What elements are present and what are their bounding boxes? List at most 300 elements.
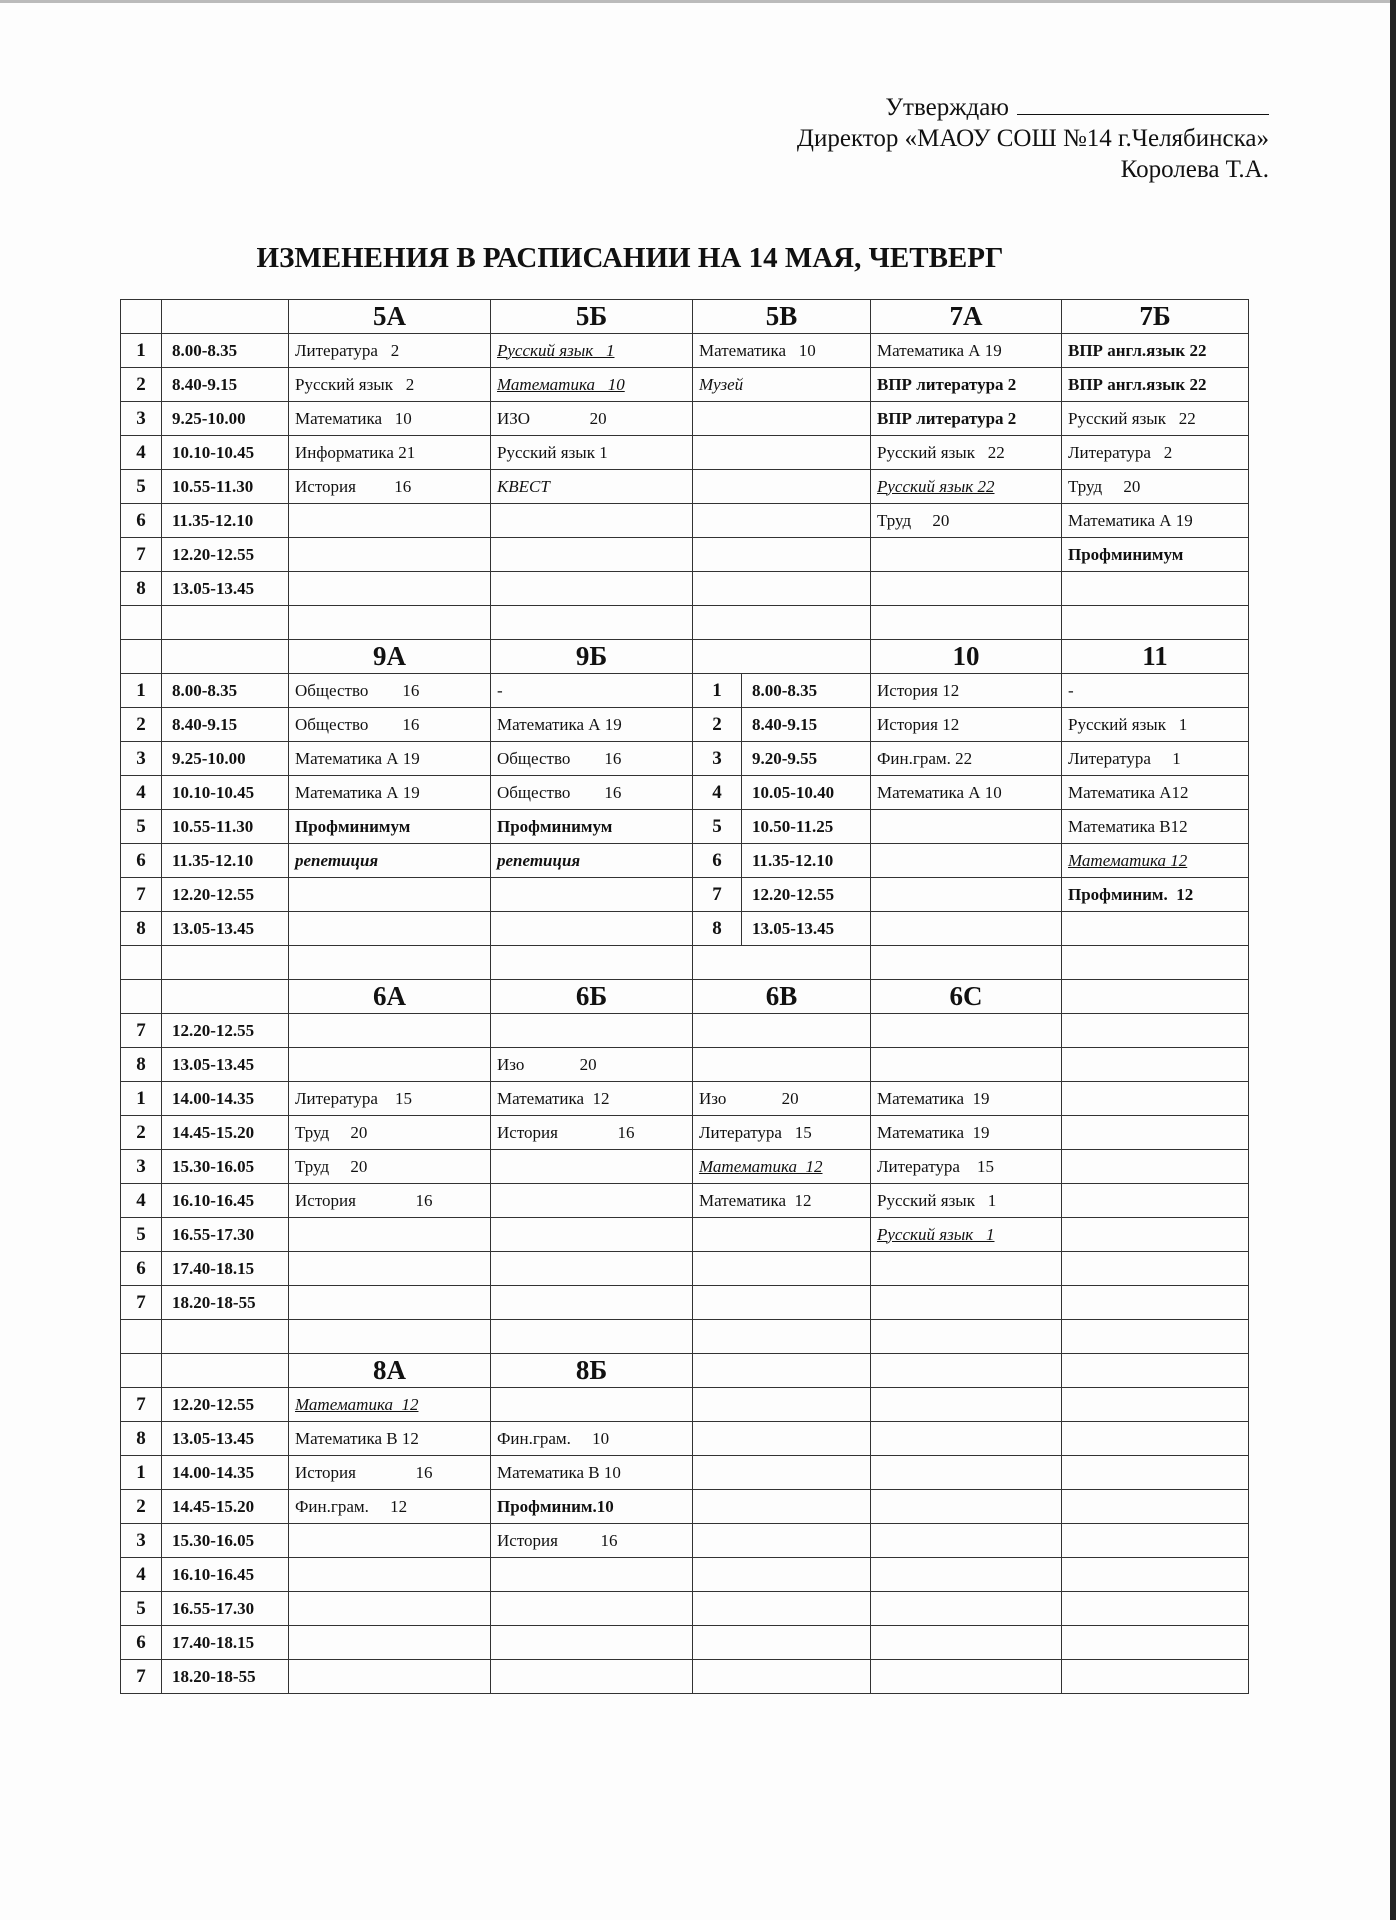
lesson-number: 7 — [693, 878, 742, 911]
lesson-cell — [491, 810, 693, 844]
lesson-cell — [871, 402, 1062, 436]
class-header-row — [121, 1354, 1249, 1388]
lesson-cell — [491, 1014, 693, 1048]
lesson-number: 2 — [121, 1116, 162, 1150]
class-header: 9А — [289, 640, 491, 674]
lesson-row — [121, 1422, 1249, 1456]
lesson-time: 13.05-13.45 — [752, 918, 835, 938]
tenth-grade-time-cell — [693, 776, 871, 810]
lesson-cell — [693, 470, 871, 504]
lesson-time: 8.40-9.15 — [752, 714, 818, 734]
lesson-cell — [289, 436, 491, 470]
lesson-cell — [1062, 1150, 1249, 1184]
subject-room: Труд 20 — [295, 1122, 368, 1142]
lesson-time: 17.40-18.15 — [162, 1252, 289, 1286]
lesson-cell — [491, 1524, 693, 1558]
lesson-cell — [693, 1456, 871, 1490]
lesson-cell — [1062, 674, 1249, 708]
lesson-cell — [289, 1116, 491, 1150]
lesson-cell — [289, 912, 491, 946]
lesson-time: 10.50-11.25 — [752, 816, 834, 836]
lesson-number: 8 — [121, 1048, 162, 1082]
header-blank-cell — [121, 640, 162, 674]
class-header — [1062, 1354, 1249, 1388]
lesson-cell — [1062, 912, 1249, 946]
lesson-cell — [491, 1116, 693, 1150]
lesson-cell — [693, 436, 871, 470]
subject-room: Информатика 21 — [295, 442, 416, 462]
subject-room: Литература 2 — [1068, 442, 1173, 462]
subject-room: Математика А 19 — [877, 340, 1002, 360]
lesson-number: 7 — [121, 878, 162, 912]
subject-room: Математика А 19 — [295, 782, 420, 802]
lesson-row — [121, 504, 1249, 538]
subject-room: Труд 20 — [1068, 476, 1141, 496]
lesson-row — [121, 1388, 1249, 1422]
lesson-cell — [693, 1388, 871, 1422]
empty-cell — [491, 1320, 693, 1354]
lesson-row — [121, 1286, 1249, 1320]
subject-room: Общество 16 — [497, 748, 622, 768]
lesson-cell — [491, 504, 693, 538]
empty-cell — [693, 946, 871, 980]
lesson-cell — [491, 334, 693, 368]
class-header: 6В — [693, 980, 871, 1014]
lesson-cell — [871, 1456, 1062, 1490]
signature-line — [1017, 94, 1269, 115]
lesson-number: 1 — [121, 1456, 162, 1490]
lesson-cell — [491, 1150, 693, 1184]
split-time — [693, 912, 870, 945]
lesson-cell — [871, 368, 1062, 402]
empty-cell — [491, 946, 693, 980]
lesson-number: 3 — [121, 1524, 162, 1558]
subject-room: Русский язык 1 — [1068, 714, 1188, 734]
lesson-cell — [491, 1388, 693, 1422]
lesson-cell — [491, 1082, 693, 1116]
lesson-cell — [491, 878, 693, 912]
subject-room: Математика 12 — [699, 1190, 812, 1210]
subject-room: Русский язык 22 — [877, 442, 1005, 462]
lesson-cell — [871, 1660, 1062, 1694]
class-header: 7А — [871, 300, 1062, 334]
lesson-number: 4 — [121, 776, 162, 810]
lesson-cell — [693, 368, 871, 402]
class-header — [693, 640, 871, 674]
lesson-cell — [871, 1150, 1062, 1184]
lesson-cell — [1062, 1422, 1249, 1456]
lesson-row — [121, 572, 1249, 606]
lesson-cell — [693, 1184, 871, 1218]
lesson-time: 16.55-17.30 — [162, 1218, 289, 1252]
subject-room: Математика А 10 — [877, 782, 1002, 802]
lesson-cell — [693, 1490, 871, 1524]
subject-room: репетиция — [497, 850, 581, 870]
lesson-number: 5 — [121, 810, 162, 844]
lesson-time: 11.35-12.10 — [162, 844, 289, 878]
lesson-time: 15.30-16.05 — [162, 1524, 289, 1558]
lesson-cell — [1062, 1082, 1249, 1116]
subject-room: Профминимум — [1068, 544, 1184, 564]
split-time — [693, 742, 870, 775]
lesson-cell — [491, 1456, 693, 1490]
lesson-cell — [871, 470, 1062, 504]
header-blank-cell — [162, 300, 289, 334]
lesson-cell — [1062, 504, 1249, 538]
lesson-time: 8.40-9.15 — [162, 708, 289, 742]
class-header: 10 — [871, 640, 1062, 674]
lesson-cell — [1062, 1252, 1249, 1286]
split-time — [693, 844, 870, 877]
subject-room: Общество 16 — [295, 680, 420, 700]
class-header — [1062, 980, 1249, 1014]
lesson-number: 1 — [121, 674, 162, 708]
header-blank-cell — [121, 980, 162, 1014]
lesson-cell — [693, 402, 871, 436]
lesson-cell — [1062, 402, 1249, 436]
lesson-cell — [1062, 1524, 1249, 1558]
lesson-number: 7 — [121, 538, 162, 572]
lesson-number: 6 — [121, 844, 162, 878]
lesson-time: 17.40-18.15 — [162, 1626, 289, 1660]
lesson-cell — [491, 912, 693, 946]
subject-room: Математика А12 — [1068, 782, 1189, 802]
lesson-row — [121, 1592, 1249, 1626]
subject-room: Литература 2 — [295, 340, 400, 360]
lesson-cell — [491, 1660, 693, 1694]
lesson-cell — [289, 334, 491, 368]
lesson-cell — [693, 1626, 871, 1660]
tenth-grade-time-cell — [693, 708, 871, 742]
page-title: ИЗМЕНЕНИЯ В РАСПИСАНИИ НА 14 МАЯ, ЧЕТВЕРГ — [256, 242, 1004, 274]
lesson-row — [121, 776, 1249, 810]
class-header: 5А — [289, 300, 491, 334]
empty-cell — [871, 606, 1062, 640]
lesson-number: 3 — [693, 742, 742, 775]
lesson-cell — [871, 742, 1062, 776]
lesson-cell — [1062, 1558, 1249, 1592]
empty-cell — [693, 606, 871, 640]
lesson-row — [121, 538, 1249, 572]
lesson-cell — [871, 1558, 1062, 1592]
lesson-time: 9.20-9.55 — [752, 748, 818, 768]
lesson-cell — [693, 1592, 871, 1626]
subject-room: ВПР литература 2 — [877, 408, 1017, 428]
subject-room: Математика А 19 — [497, 714, 622, 734]
lesson-row — [121, 1524, 1249, 1558]
lesson-cell — [1062, 878, 1249, 912]
subject-room: Математика В 12 — [295, 1428, 419, 1448]
subject-room: Математика 10 — [497, 374, 625, 394]
lesson-cell — [491, 436, 693, 470]
class-header — [871, 1354, 1062, 1388]
lesson-cell — [871, 1082, 1062, 1116]
lesson-cell — [871, 912, 1062, 946]
lesson-cell — [871, 810, 1062, 844]
lesson-cell — [1062, 1388, 1249, 1422]
lesson-cell — [1062, 334, 1249, 368]
lesson-time: 12.20-12.55 — [162, 1014, 289, 1048]
lesson-cell — [871, 538, 1062, 572]
lesson-cell — [693, 1048, 871, 1082]
lesson-cell — [871, 1592, 1062, 1626]
lesson-row — [121, 810, 1249, 844]
lesson-cell — [491, 1286, 693, 1320]
class-header: 6А — [289, 980, 491, 1014]
lesson-cell — [289, 708, 491, 742]
lesson-cell — [289, 810, 491, 844]
lesson-cell — [491, 470, 693, 504]
lesson-time: 14.45-15.20 — [162, 1116, 289, 1150]
subject-room: Литература 15 — [295, 1088, 412, 1108]
subject-room: Фин.грам. 10 — [497, 1428, 610, 1448]
split-time — [693, 810, 870, 843]
lesson-row — [121, 1048, 1249, 1082]
lesson-cell — [1062, 708, 1249, 742]
lesson-row — [121, 912, 1249, 946]
lesson-cell — [289, 1626, 491, 1660]
lesson-time: 10.10-10.45 — [162, 776, 289, 810]
class-header — [693, 1354, 871, 1388]
lesson-time: 9.25-10.00 — [162, 742, 289, 776]
lesson-row — [121, 1116, 1249, 1150]
subject-room: История 16 — [497, 1122, 635, 1142]
lesson-row — [121, 1014, 1249, 1048]
lesson-cell — [871, 1048, 1062, 1082]
lesson-cell — [289, 844, 491, 878]
subject-room: История 16 — [295, 1462, 433, 1482]
lesson-time: 16.55-17.30 — [162, 1592, 289, 1626]
lesson-cell — [491, 708, 693, 742]
empty-cell — [121, 606, 162, 640]
tenth-grade-time-cell — [693, 912, 871, 946]
lesson-cell — [289, 1660, 491, 1694]
lesson-cell — [491, 1558, 693, 1592]
lesson-number: 2 — [121, 1490, 162, 1524]
lesson-cell — [289, 1218, 491, 1252]
lesson-number: 6 — [121, 1252, 162, 1286]
lesson-cell — [491, 1252, 693, 1286]
lesson-number: 1 — [693, 674, 742, 707]
lesson-cell — [289, 742, 491, 776]
lesson-time: 16.10-16.45 — [162, 1558, 289, 1592]
subject-room: Русский язык 22 — [1068, 408, 1196, 428]
subject-room: Русский язык 1 — [877, 1190, 997, 1210]
header-blank-cell — [162, 980, 289, 1014]
lesson-cell — [289, 470, 491, 504]
lesson-cell — [289, 1082, 491, 1116]
spacer-row — [121, 1320, 1249, 1354]
lesson-row — [121, 844, 1249, 878]
lesson-cell — [289, 1150, 491, 1184]
lesson-cell — [693, 1558, 871, 1592]
lesson-cell — [871, 674, 1062, 708]
subject-room: Труд 20 — [877, 510, 950, 530]
lesson-row — [121, 1558, 1249, 1592]
class-header: 6Б — [491, 980, 693, 1014]
subject-room: История 16 — [295, 1190, 433, 1210]
lesson-time: 8.40-9.15 — [162, 368, 289, 402]
lesson-cell — [289, 878, 491, 912]
lesson-number: 3 — [121, 1150, 162, 1184]
subject-room: Литература 15 — [699, 1122, 812, 1142]
lesson-time: 11.35-12.10 — [162, 504, 289, 538]
lesson-number: 6 — [693, 844, 742, 877]
empty-cell — [1062, 946, 1249, 980]
lesson-row — [121, 742, 1249, 776]
spacer-row — [121, 946, 1249, 980]
split-time — [693, 674, 870, 707]
empty-cell — [162, 606, 289, 640]
lesson-cell — [1062, 776, 1249, 810]
lesson-cell — [871, 1184, 1062, 1218]
lesson-cell — [693, 1116, 871, 1150]
lesson-cell — [491, 538, 693, 572]
lesson-number: 7 — [121, 1014, 162, 1048]
lesson-cell — [871, 1524, 1062, 1558]
subject-room: репетиция — [295, 850, 379, 870]
class-header: 8Б — [491, 1354, 693, 1388]
lesson-time: 12.20-12.55 — [162, 538, 289, 572]
lesson-cell — [1062, 1592, 1249, 1626]
header-blank-cell — [162, 1354, 289, 1388]
subject-room: Изо 20 — [699, 1088, 799, 1108]
lesson-time: 14.45-15.20 — [162, 1490, 289, 1524]
subject-room: Музей — [699, 374, 744, 394]
class-header: 7Б — [1062, 300, 1249, 334]
lesson-cell — [289, 1592, 491, 1626]
lesson-row — [121, 470, 1249, 504]
empty-cell — [491, 606, 693, 640]
lesson-number: 7 — [121, 1286, 162, 1320]
subject-room: Фин.грам. 12 — [295, 1496, 408, 1516]
subject-room: ВПР литература 2 — [877, 374, 1017, 394]
lesson-cell — [1062, 1456, 1249, 1490]
class-header: 5В — [693, 300, 871, 334]
lesson-cell — [871, 1422, 1062, 1456]
lesson-number: 8 — [693, 912, 742, 945]
lesson-cell — [871, 1252, 1062, 1286]
lesson-cell — [693, 572, 871, 606]
lesson-cell — [491, 742, 693, 776]
approval-line-3: Королева Т.А. — [1120, 156, 1269, 183]
lesson-cell — [289, 1388, 491, 1422]
lesson-cell — [871, 708, 1062, 742]
lesson-cell — [1062, 1116, 1249, 1150]
lesson-number: 4 — [121, 436, 162, 470]
class-header-row — [121, 300, 1249, 334]
lesson-cell — [491, 402, 693, 436]
subject-room: Математика 12 — [497, 1088, 610, 1108]
subject-room: Математика 10 — [295, 408, 412, 428]
lesson-cell — [693, 1014, 871, 1048]
lesson-cell — [289, 1014, 491, 1048]
lesson-cell — [693, 1252, 871, 1286]
lesson-number: 8 — [121, 572, 162, 606]
empty-cell — [162, 946, 289, 980]
subject-room: ИЗО 20 — [497, 408, 607, 428]
class-header: 5Б — [491, 300, 693, 334]
lesson-cell — [491, 1592, 693, 1626]
subject-room: Математика А 19 — [1068, 510, 1193, 530]
lesson-row — [121, 436, 1249, 470]
lesson-cell — [871, 1626, 1062, 1660]
lesson-cell — [1062, 1218, 1249, 1252]
subject-room: История 12 — [877, 680, 960, 700]
scan-top-edge — [0, 0, 1396, 3]
lesson-cell — [289, 572, 491, 606]
lesson-row — [121, 1218, 1249, 1252]
lesson-cell — [289, 1184, 491, 1218]
lesson-cell — [1062, 1014, 1249, 1048]
lesson-cell — [289, 1490, 491, 1524]
lesson-number: 7 — [121, 1388, 162, 1422]
subject-room: Русский язык 1 — [497, 442, 608, 462]
lesson-cell — [1062, 1660, 1249, 1694]
lesson-cell — [1062, 1286, 1249, 1320]
subject-room: Математика 12 — [699, 1156, 823, 1176]
class-header: 6С — [871, 980, 1062, 1014]
class-header: 11 — [1062, 640, 1249, 674]
lesson-cell — [491, 674, 693, 708]
lesson-cell — [693, 1422, 871, 1456]
scan-right-edge — [1390, 0, 1396, 1920]
lesson-row — [121, 1456, 1249, 1490]
split-time — [693, 776, 870, 809]
header-blank-cell — [121, 1354, 162, 1388]
lesson-cell — [871, 334, 1062, 368]
subject-room: Русский язык 22 — [877, 476, 995, 496]
lesson-time: 8.00-8.35 — [752, 680, 818, 700]
lesson-cell — [871, 878, 1062, 912]
class-header: 9Б — [491, 640, 693, 674]
lesson-cell — [693, 1660, 871, 1694]
subject-room: Литература 15 — [877, 1156, 994, 1176]
lesson-row — [121, 1082, 1249, 1116]
lesson-cell — [1062, 844, 1249, 878]
lesson-cell — [289, 538, 491, 572]
lesson-cell — [1062, 572, 1249, 606]
subject-room: Труд 20 — [295, 1156, 368, 1176]
empty-cell — [1062, 1320, 1249, 1354]
lesson-number: 2 — [121, 368, 162, 402]
lesson-time: 11.35-12.10 — [752, 850, 834, 870]
lesson-number: 3 — [121, 742, 162, 776]
lesson-time: 13.05-13.45 — [162, 1048, 289, 1082]
spacer-row — [121, 606, 1249, 640]
lesson-row — [121, 674, 1249, 708]
lesson-number: 5 — [121, 1592, 162, 1626]
lesson-cell — [871, 1218, 1062, 1252]
lesson-time: 15.30-16.05 — [162, 1150, 289, 1184]
lesson-cell — [1062, 1184, 1249, 1218]
empty-cell — [1062, 606, 1249, 640]
lesson-time: 14.00-14.35 — [162, 1082, 289, 1116]
schedule-table — [120, 299, 1249, 1694]
lesson-time: 13.05-13.45 — [162, 912, 289, 946]
approval-block — [797, 92, 1269, 185]
lesson-cell — [1062, 368, 1249, 402]
lesson-time: 13.05-13.45 — [162, 1422, 289, 1456]
lesson-row — [121, 368, 1249, 402]
lesson-cell — [871, 572, 1062, 606]
lesson-cell — [289, 1252, 491, 1286]
lesson-row — [121, 878, 1249, 912]
lesson-cell — [1062, 538, 1249, 572]
subject-room: История 16 — [295, 476, 412, 496]
subject-room: Общество 16 — [497, 782, 622, 802]
tenth-grade-time-cell — [693, 878, 871, 912]
